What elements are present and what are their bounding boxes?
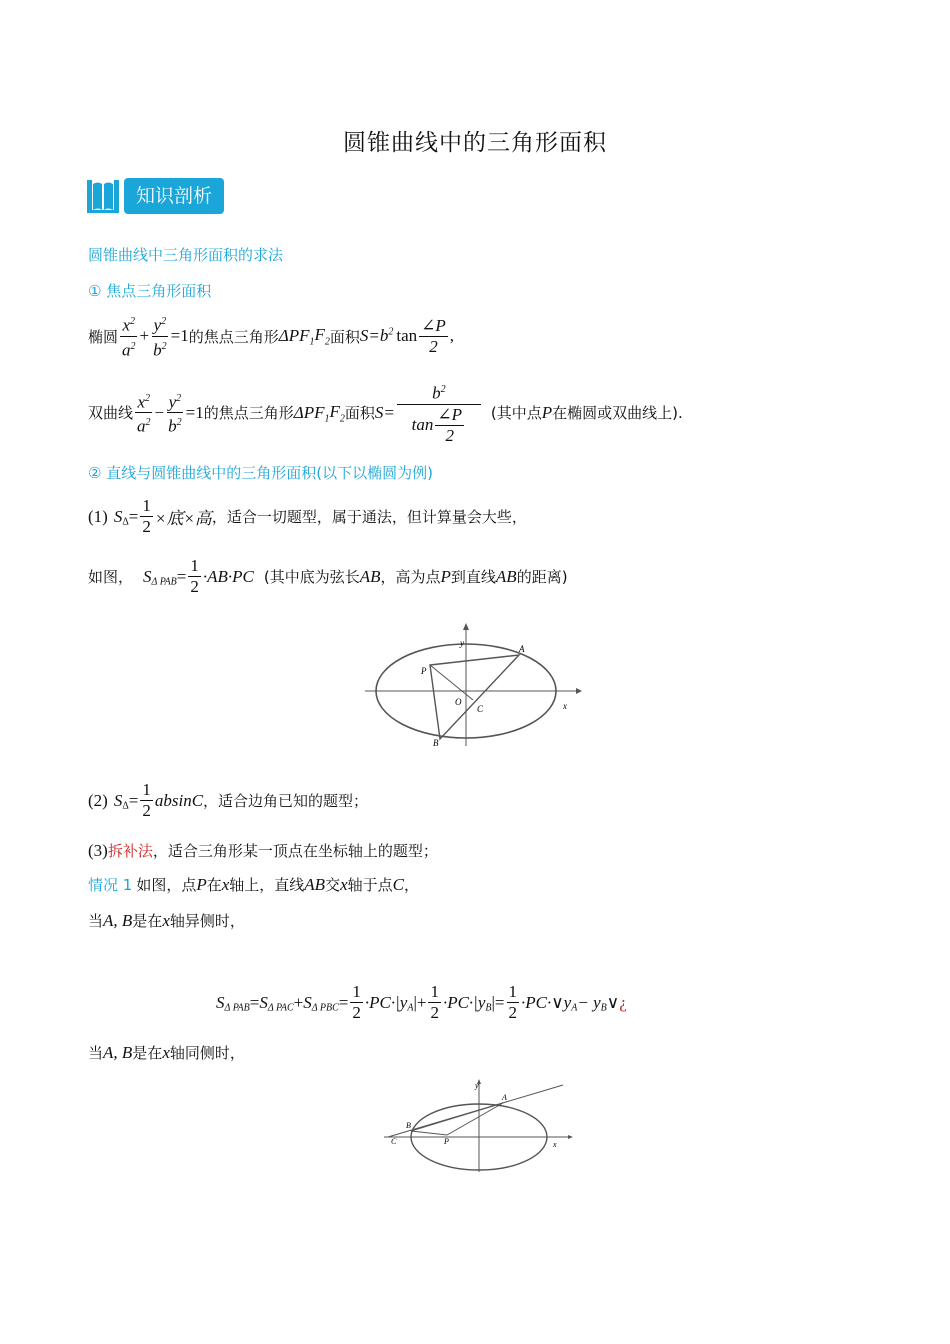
case-1-line: 情况 1 如图，点 P 在 x 轴上，直线 AB 交 x 轴于点 C ， <box>88 874 420 894</box>
book-icon <box>86 178 120 214</box>
same-side-line: 当 A, B 是在 x 轴同侧时， <box>88 1042 245 1062</box>
area-decomposition-formula: S $_{\Delta PAB}$ = S $_{\Delta PAC}$ + S $_{\Delta PBC}$ = $\frac{1}{2}$ ·PC·|y $_A$ |+ $\frac{1}{2}$ ·PC·|y $_B$ |= $\frac{1}{2}$ ·PC·∨y $_A$ − y $_B$ ∨ ¿ <box>216 982 627 1022</box>
label-b: B <box>406 1121 411 1130</box>
ellipse-formula-line: 椭圆 $\frac{x^2}{a^2}$ + $\frac{y^2}{b^2}$ =1 的焦点三角形 ΔPF $_1F_2$ 面积 S=b $^2$ tan $\frac{\angle P}{2}$ , <box>88 312 454 360</box>
segment-pc <box>430 665 473 700</box>
label-a: A <box>519 644 525 654</box>
label-a: A <box>502 1093 507 1102</box>
triangle-pab <box>411 1103 503 1135</box>
y-axis-arrow <box>463 623 469 630</box>
label-c: C <box>391 1137 397 1146</box>
label-p: P <box>421 666 427 676</box>
label-b: B <box>433 738 439 748</box>
triangle-pab <box>430 655 519 739</box>
heading-focal: ① 焦点三角形面积 <box>88 282 212 300</box>
label-y: y <box>460 638 464 648</box>
label-x: x <box>563 701 567 711</box>
heading-main: 圆锥曲线中三角形面积的求法 <box>88 246 284 264</box>
label-y: y <box>475 1081 479 1090</box>
item-2-line: (2) S $_\Delta$ = $\frac{1}{2}$ absinC ，适合边角已知的题型； <box>88 780 369 820</box>
label-c: C <box>477 704 484 714</box>
x-axis-arrow <box>568 1135 573 1139</box>
badge-label: 知识剖析 <box>124 178 224 214</box>
figure-ellipse-1 <box>360 618 590 752</box>
figure-ellipse-2 <box>380 1076 576 1176</box>
x-axis-arrow <box>576 688 582 694</box>
label-o: O <box>455 697 462 707</box>
section-badge <box>86 178 224 214</box>
opposite-side-line: 当 A, B 是在 x 轴异侧时， <box>88 910 245 930</box>
item-1-area-line: 如图， S $_{\Delta PAB}$ = $\frac{1}{2}$ ·AB·PC (其中底为弦长 AB ，高为点 P 到直线 AB 的距离) <box>88 556 568 596</box>
item-1-line: (1) S $_\Delta$ = $\frac{1}{2}$ ×底×高 ，适合一切题型，属于通法，但计算量会大些， <box>88 496 527 536</box>
label-p: P <box>444 1137 449 1146</box>
label-x: x <box>553 1140 557 1149</box>
heading-line: ② 直线与圆锥曲线中的三角形面积(以下以椭圆为例) <box>88 464 433 482</box>
item-3-line: (3) 拆补法 ，适合三角形某一顶点在坐标轴上的题型； <box>88 840 438 860</box>
hyperbola-formula-line: 双曲线 $\frac{x^2}{a^2}$ − $\frac{y^2}{b^2}$ =1 的焦点三角形 ΔPF $_1F_2$ 面积 S= $b^2$ tan $\frac{\angle P}{2}$ (其中点 P 在椭圆或双曲线上). <box>88 380 683 446</box>
page-title: 圆锥曲线中的三角形面积 <box>343 130 607 156</box>
highlight-text: 拆补法 <box>107 842 153 860</box>
